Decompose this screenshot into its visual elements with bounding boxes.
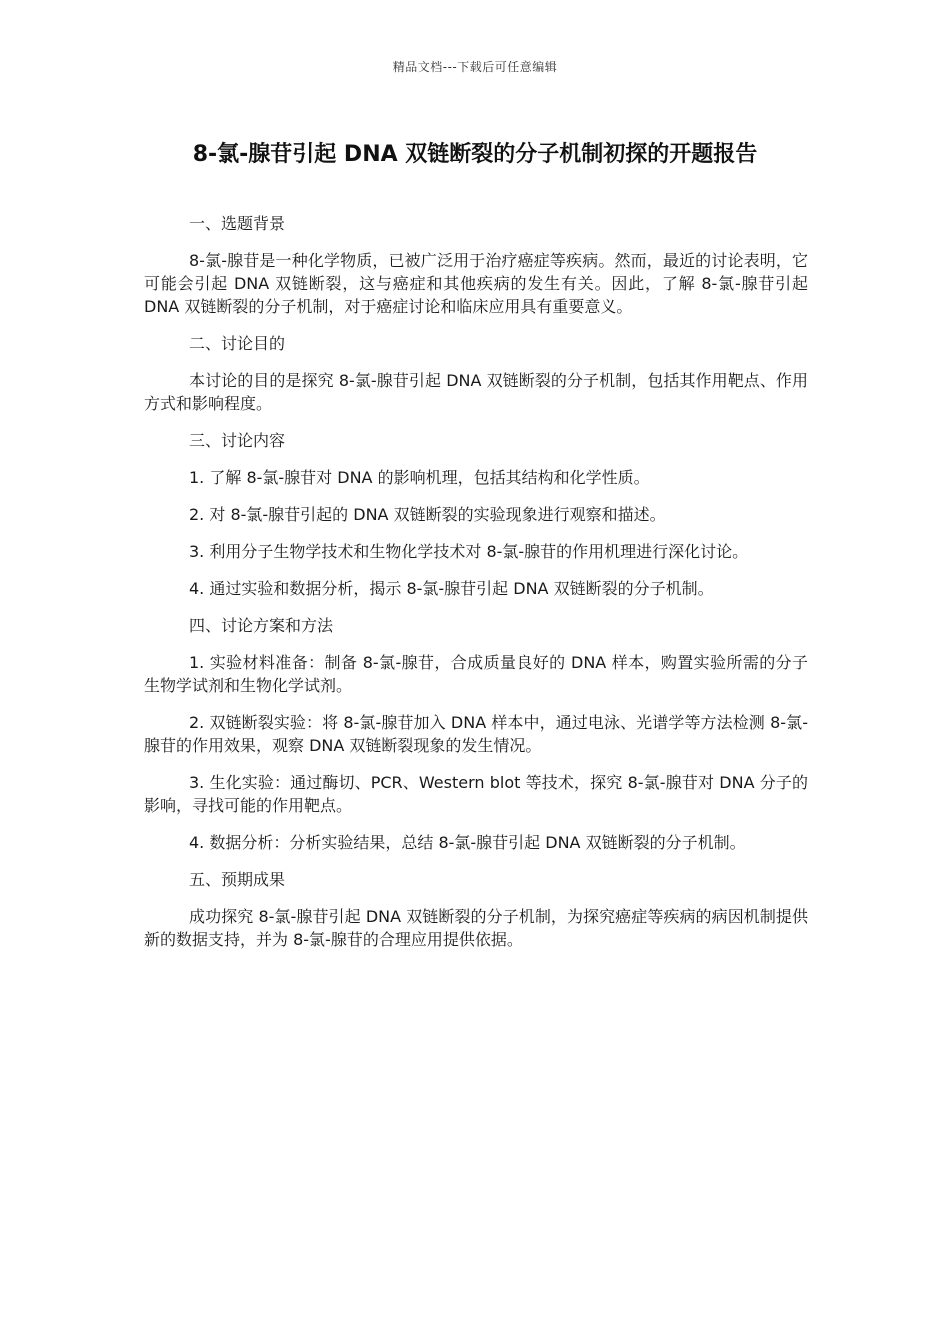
list-item-method-2: 2. 双链断裂实验：将 8-氯-腺苷加入 DNA 样本中，通过电泳、光谱学等方法检测 8-氯-腺苷的作用效果，观察 DNA 双链断裂现象的发生情况。 — [144, 713, 808, 755]
section-heading-background: 一、选题背景 — [189, 214, 286, 233]
paragraph-purpose: 本讨论的目的是探究 8-氯-腺苷引起 DNA 双链断裂的分子机制，包括其作用靶点、作用方式和影响程度。 — [144, 371, 808, 413]
list-item-method-1: 1. 实验材料准备：制备 8-氯-腺苷，合成质量良好的 DNA 样本，购置实验所需的分子生物学试剂和生物化学试剂。 — [144, 653, 808, 695]
list-item-content-3: 3. 利用分子生物学技术和生物化学技术对 8-氯-腺苷的作用机理进行深化讨论。 — [189, 542, 749, 561]
header-note: 精品文档---下载后可任意编辑 — [392, 60, 558, 74]
list-item-content-4: 4. 通过实验和数据分析，揭示 8-氯-腺苷引起 DNA 双链断裂的分子机制。 — [189, 579, 714, 598]
list-item-method-4: 4. 数据分析：分析实验结果，总结 8-氯-腺苷引起 DNA 双链断裂的分子机制。 — [189, 833, 746, 852]
section-heading-methods: 四、讨论方案和方法 — [189, 616, 334, 635]
document-body — [144, 212, 808, 965]
list-item-content-2: 2. 对 8-氯-腺苷引起的 DNA 双链断裂的实验现象进行观察和描述。 — [189, 505, 666, 524]
section-heading-content: 三、讨论内容 — [189, 431, 286, 450]
paragraph-outcomes: 成功探究 8-氯-腺苷引起 DNA 双链断裂的分子机制，为探究癌症等疾病的病因机制提供新的数据支持，并为 8-氯-腺苷的合理应用提供依据。 — [144, 907, 808, 949]
section-heading-outcomes: 五、预期成果 — [189, 870, 286, 889]
document-title: 8-氯-腺苷引起 DNA 双链断裂的分子机制初探的开题报告 — [192, 142, 758, 167]
list-item-content-1: 1. 了解 8-氯-腺苷对 DNA 的影响机理，包括其结构和化学性质。 — [189, 468, 650, 487]
section-heading-purpose: 二、讨论目的 — [189, 334, 286, 353]
paragraph-background: 8-氯-腺苷是一种化学物质，已被广泛用于治疗癌症等疾病。然而，最近的讨论表明，它可能会引起 DNA 双链断裂，这与癌症和其他疾病的发生有关。因此，了解 8-氯-腺苷引起 DNA 双链断裂的分子机制，对于癌症讨论和临床应用具有重要意义。 — [144, 251, 808, 316]
list-item-method-3: 3. 生化实验：通过酶切、PCR、Western blot 等技术，探究 8-氯-腺苷对 DNA 分子的影响，寻找可能的作用靶点。 — [144, 773, 808, 815]
